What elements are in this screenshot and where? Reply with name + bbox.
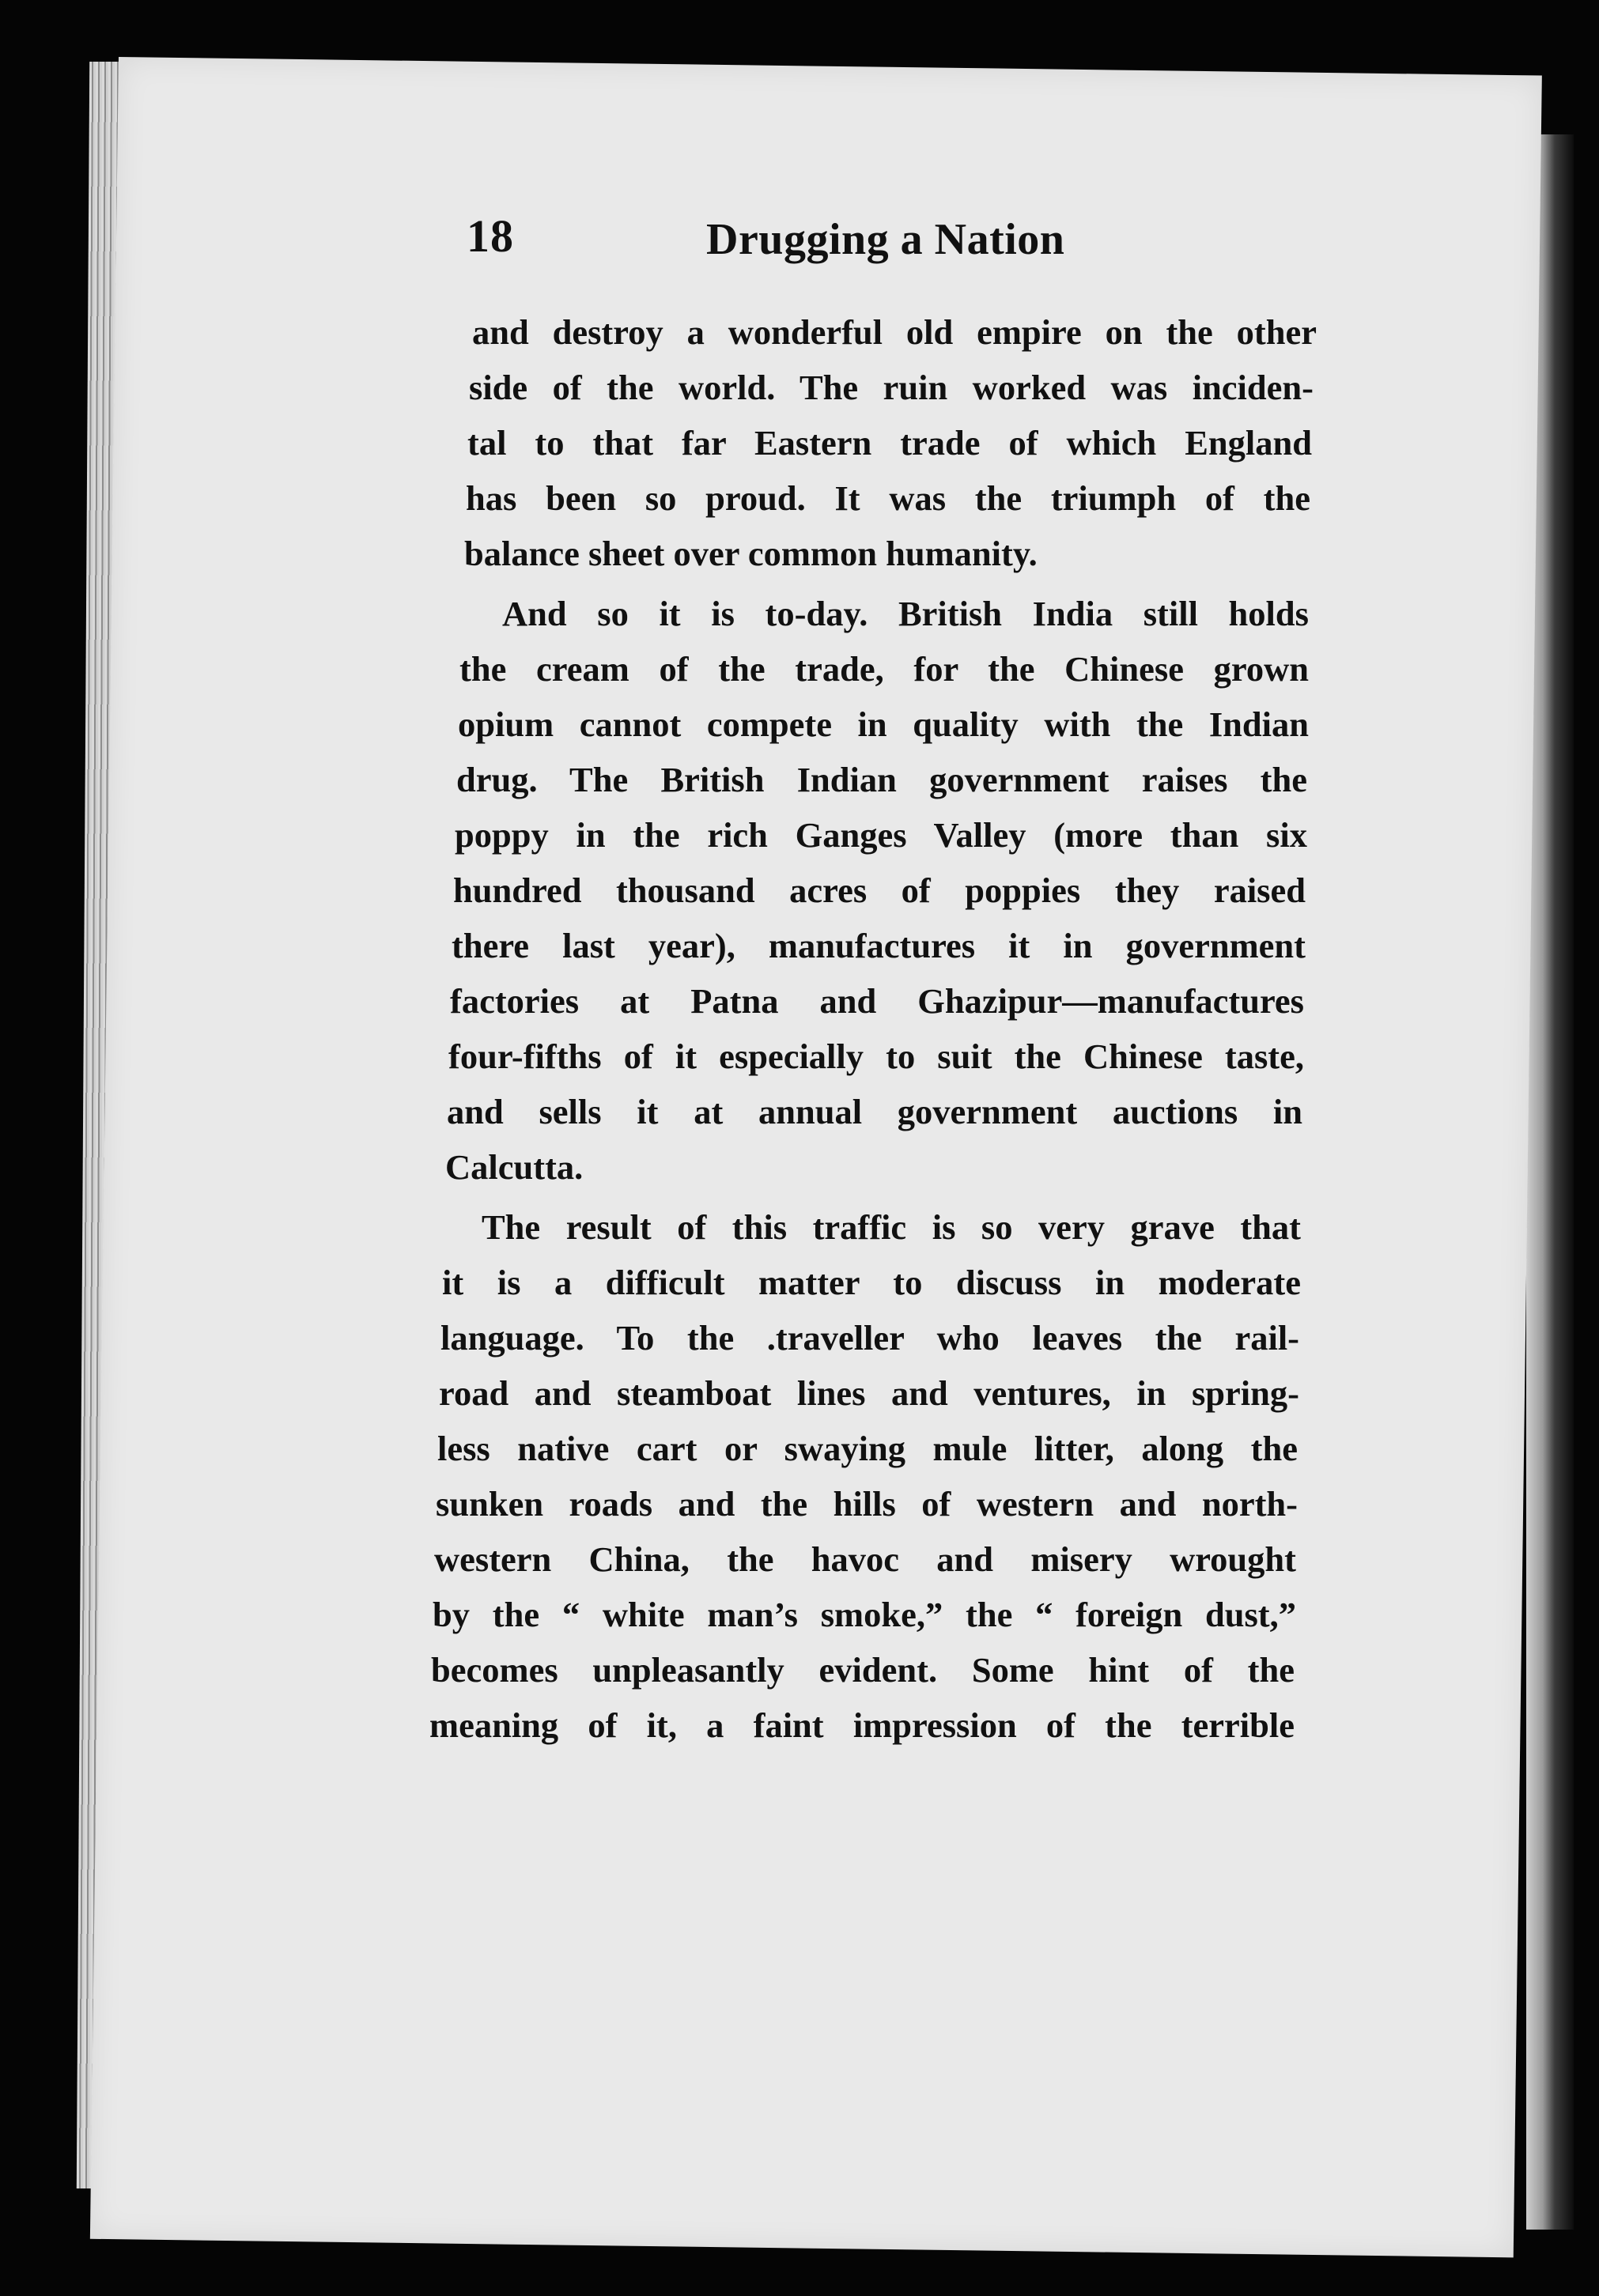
text-line: factories at Patna and Ghazipur—manufactures [450,981,1304,1021]
text-line: hundred thousand acres of poppies they raised [453,870,1306,910]
paragraph-2 [445,586,1317,1195]
text-line: And so it is to-day. British India still holds [502,594,1309,633]
text-line: balance sheet over common humanity. [464,534,1038,573]
page-body-text [429,304,1317,1753]
text-line: poppy in the rich Ganges Valley (more than six [455,815,1307,855]
text-line: the cream of the trade, for the Chinese grown [459,649,1309,689]
paragraph-1 [463,304,1317,581]
text-line: and sells it at annual government auctions in [447,1092,1302,1131]
text-line: meaning of it, a faint impression of the terrible [429,1705,1295,1745]
text-line: tal to that far Eastern trade of which England [467,423,1312,463]
text-line: becomes unpleasantly evident. Some hint of the [431,1650,1295,1690]
text-line: western China, the havoc and misery wrought [434,1539,1296,1579]
text-line: drug. The British Indian government raises the [456,760,1307,799]
text-line: by the “ white man’s smoke,” the “ foreign dust,” [433,1595,1296,1634]
page-number: 18 [467,210,514,262]
running-title: Drugging a Nation [706,215,1065,264]
text-line: Calcutta. [445,1147,584,1187]
paragraph-3 [429,1199,1317,1753]
text-line: side of the world. The ruin worked was inciden- [469,368,1314,407]
text-line: and destroy a wonderful old empire on the other [472,312,1317,352]
text-line: it is a difficult matter to discuss in moderate [442,1263,1301,1302]
text-line: sunken roads and the hills of western and north- [436,1484,1298,1524]
text-line: opium cannot compete in quality with the Indian [458,704,1309,744]
text-line: road and steamboat lines and ventures, in spring- [439,1373,1299,1413]
text-line: language. To the .traveller who leaves the rail- [440,1318,1299,1358]
page-header [467,210,1194,296]
text-line: there last year), manufactures it in government [452,926,1306,965]
text-line: less native cart or swaying mule litter, along the [437,1429,1298,1468]
text-line: four-fifths of it especially to suit the Chinese taste, [448,1037,1304,1076]
text-line: has been so proud. It was the triumph of the [466,478,1310,518]
text-line: The result of this traffic is so very grave that [482,1207,1301,1247]
